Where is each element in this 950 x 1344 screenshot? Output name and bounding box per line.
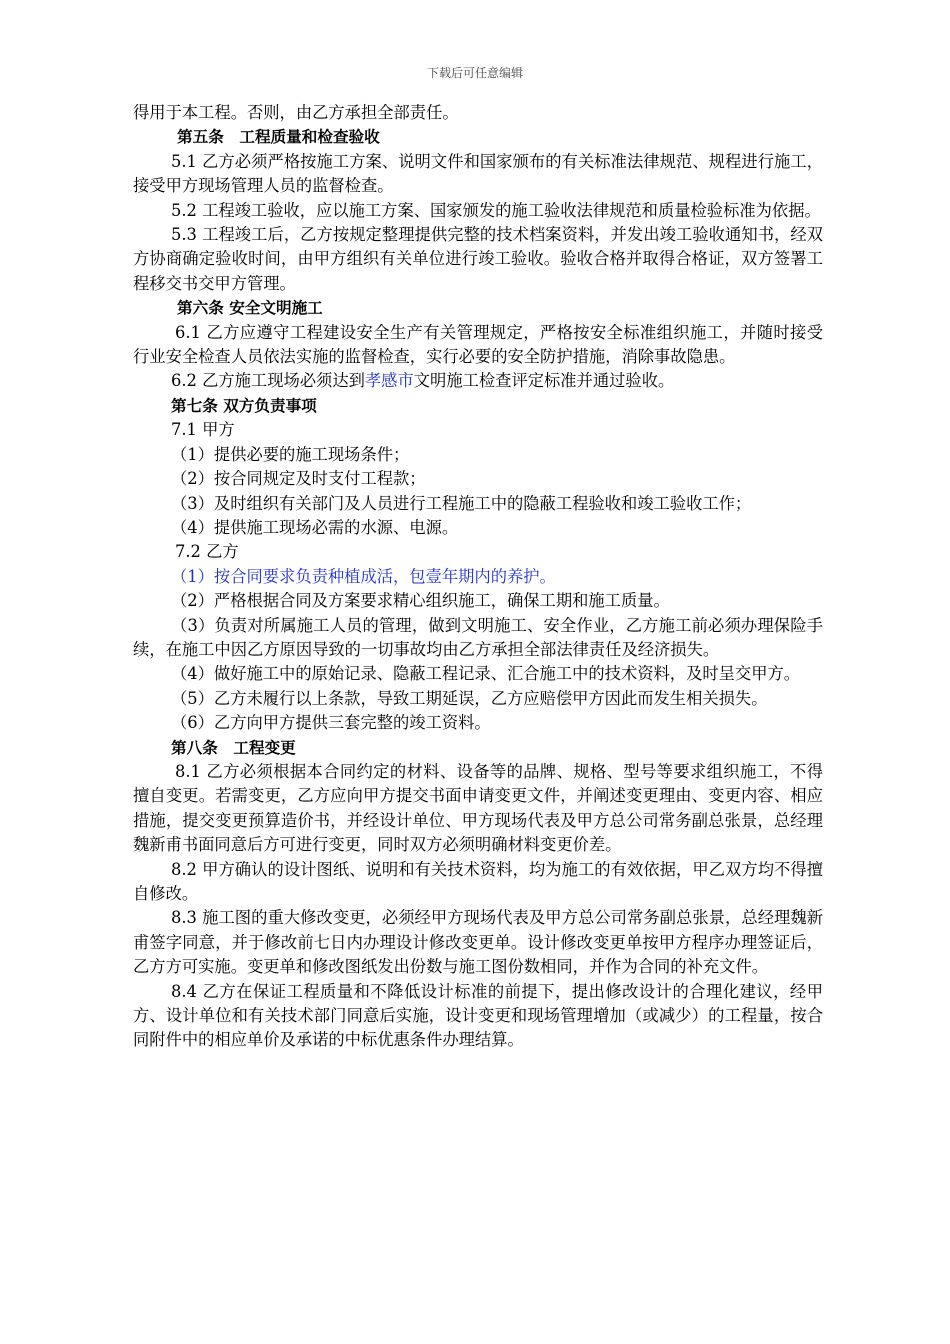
section-heading-8: 第八条 工程变更 (171, 738, 296, 757)
list-item: （3）负责对所属施工人员的管理，做到文明施工、安全作业，乙方施工前必须办理保险手续，在施工中因乙方原因导致的一切事故均由乙方承担全部法律责任及经济损失。 (133, 615, 823, 659)
clause-7-1: 7.1 甲方 (171, 420, 235, 440)
list-item: （1）按合同要求负责种植成活，包壹年期内的养护。 (171, 566, 556, 586)
clause-8-2: 8.2 甲方确认的设计图纸、说明和有关技术资料，均为施工的有效依据，甲乙双方均不得擅自修改。 (133, 859, 823, 903)
list-item: （2）严格根据合同及方案要求精心组织施工，确保工期和施工质量。 (171, 591, 670, 611)
clause-6-2 (133, 369, 823, 393)
list-item: （5）乙方未履行以上条款，导致工期延误，乙方应赔偿甲方因此而发生相关损失。 (171, 688, 768, 708)
list-item: （4）提供施工现场必需的水源、电源。 (171, 517, 459, 537)
section-heading-6: 第六条 安全文明施工 (177, 299, 323, 318)
clause-6-2-text-b: 文明施工检查评定标准并通过验收。 (413, 371, 675, 391)
clause-6-2-text-a: 6.2 乙方施工现场必须达到 (171, 371, 365, 391)
clause-5-1: 5.1 乙方必须严格按施工方案、说明文件和国家颁布的有关标准法律规范、规程进行施工，接受甲方现场管理人员的监督检查。 (133, 151, 823, 196)
clause-5-2: 5.2 工程竣工验收，应以施工方案、国家颁发的施工验收法律规范和质量检验标准为依据。 (171, 200, 821, 220)
clause-7-2: 7.2 乙方 (175, 542, 239, 562)
paragraph: 得用于本工程。否则，由乙方承担全部责任。 (133, 103, 459, 122)
clause-8-3: 8.3 施工图的重大修改变更，必须经甲方现场代表及甲方总公司常务副总张景，总经理魏新甫签字同意，并于修改前七日内办理设计修改变更单。设计修改变更单按甲方程序办理签证后，乙方方可实施。变更单和修改图纸发出份数与施工图份数相同，并作为合同的补充文件。 (133, 908, 823, 977)
page-header: 下载后可任意编辑 (426, 66, 523, 80)
clause-5-3: 5.3 工程竣工后，乙方按规定整理提供完整的技术档案资料，并发出竣工验收通知书，经双方协商确定验收时间，由甲方组织有关单位进行竣工验收。验收合格并取得合格证，双方签署工程移交书交甲方管理。 (133, 225, 823, 293)
list-item: （1）提供必要的施工现场条件； (171, 444, 410, 464)
list-item: （3）及时组织有关部门及人员进行工程施工中的隐蔽工程验收和竣工验收工作； (171, 493, 752, 513)
section-heading-7: 第七条 双方负责事项 (171, 396, 317, 415)
clause-8-4: 8.4 乙方在保证工程质量和不降低设计标准的前提下，提出修改设计的合理化建议，经甲方、设计单位和有关技术部门同意后实施，设计变更和现场管理增加（或减少）的工程量，按合同附件中的相应单价及承诺的中标优惠条件办理结算。 (133, 981, 823, 1050)
clause-8-1: 8.1 乙方必须根据本合同约定的材料、设备等的品牌、规格、型号等要求组织施工，不得擅自变更。若需变更，乙方应向甲方提交书面申请变更文件，并阐述变更理由、变更内容、相应措施，提交变更预算造价书，并经设计单位、甲方现场代表及甲方总公司常务副总张景，总经理魏新甫书面同意后方可进行变更，同时双方必须明确材料变更价差。 (133, 761, 823, 855)
section-heading-5: 第五条 工程质量和检查验收 (177, 128, 380, 147)
document-body (133, 101, 823, 1053)
list-item: （2）按合同规定及时支付工程款； (171, 469, 426, 489)
list-item: （4）做好施工中的原始记录、隐蔽工程记录、汇合施工中的技术资料，及时呈交甲方。 (171, 664, 801, 684)
list-item: （6）乙方向甲方提供三套完整的竣工资料。 (171, 713, 491, 733)
clause-6-1: 6.1 乙方应遵守工程建设安全生产有关管理规定，严格按安全标准组织施工，并随时接受行业安全检查人员依法实施的监督检查，实行必要的安全防护措施，消除事故隐患。 (133, 322, 823, 367)
city-name: 孝感市 (364, 371, 414, 391)
